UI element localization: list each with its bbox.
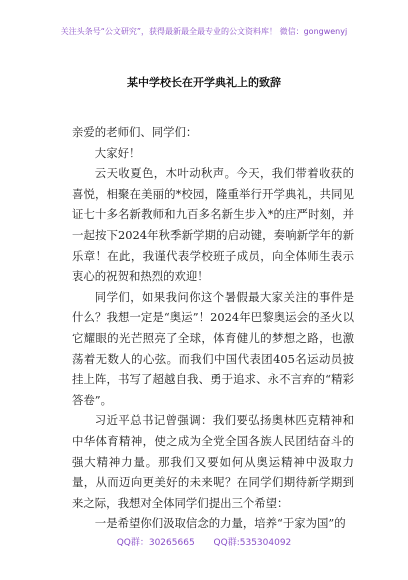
document-body [72,120,354,534]
paragraph-4: 一是希望你们汲取信念的力量，培养“于家为国”的 [94,516,346,531]
qq-group-2: QQ群:535304092 [213,538,292,548]
header-banner: 关注头条号“公文研究”，获得最新最全最专业的公文资料库！ 微信：gongwenyj [60,27,348,36]
salutation: 亲爱的老师们、同学们： [72,125,198,139]
paragraph-3: 习近平总书记曾强调：我们要弘扬奥林匹克精神和中华体育精神，使之成为全党全国各族人民团结奋斗的强大精神力量。那我们又要如何从奥运精神中汲取力量，从而迈向更美好的未来呢？在同学们期待新学期到来之际，我想对全体同学们提出三个希望： [72,413,354,510]
greeting: 大家好！ [94,145,141,160]
paragraph-2: 同学们，如果我问你这个暑假最大家关注的事件是什么？我想一定是“奥运”！2024年巴黎奥运会的圣火以它耀眼的光芒照亮了全球，体育健儿的梦想之路，也激荡着无数人的心弦。而我们中国代表团405名运动员披挂上阵，书写了超越自我、勇于追求、永不言弃的“精彩答卷”。 [72,289,354,407]
document-title: 某中学校长在开学典礼上的致辞 [127,76,281,89]
qq-group-1: QQ群：30265665 [116,538,195,548]
footer [0,535,408,548]
paragraph-1: 云天收夏色，木叶动秋声。今天，我们带着收获的喜悦，相聚在美丽的*校园，隆重举行开学典礼，共同见证七十多名新教师和九百多名新生步入*的庄严时刻，并一起按下2024年秋季新学期的启动键，奏响新学年的新乐章！在此，我谨代表学校班子成员，向全体师生表示衷心的祝贺和热烈的欢迎！ [72,166,354,284]
